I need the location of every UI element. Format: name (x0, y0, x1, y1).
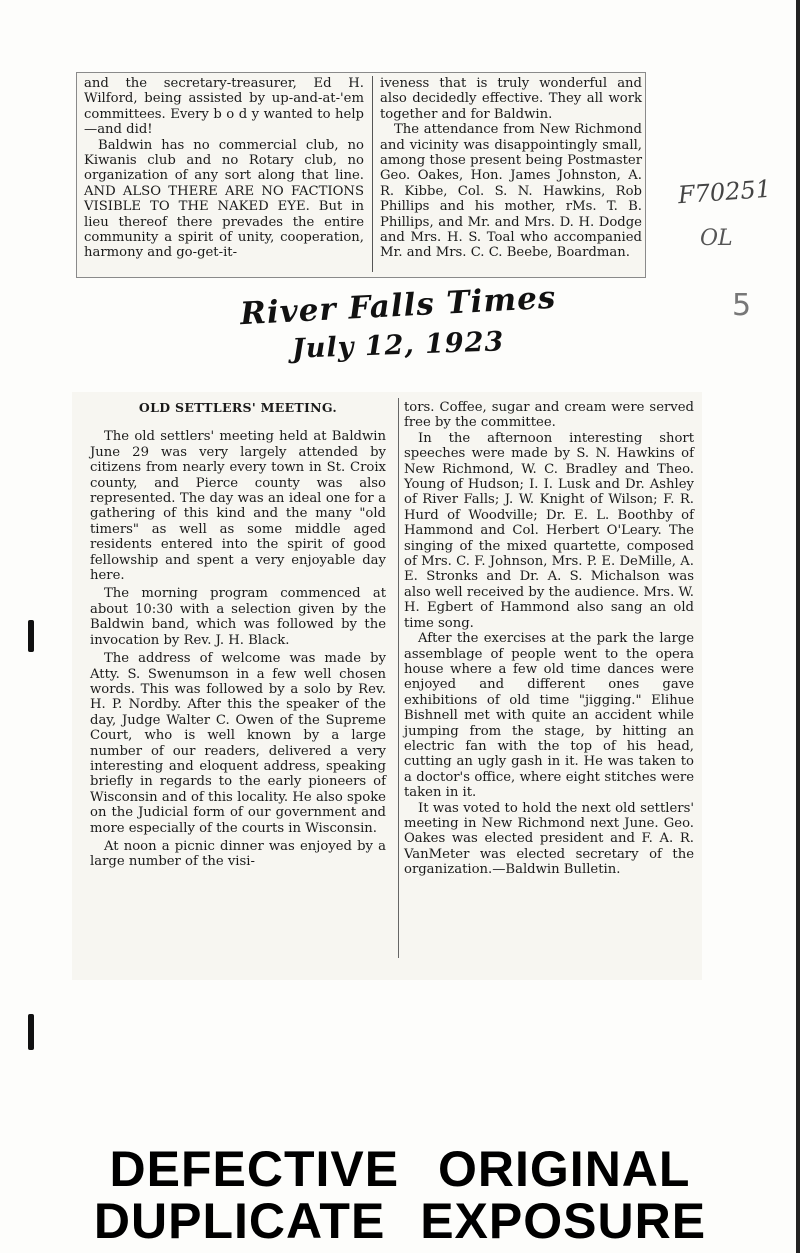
handwritten-source: River Falls Times (239, 279, 558, 333)
paragraph: tors. Coffee, sugar and cream were served free by the committee. (404, 400, 694, 431)
article-right-column (404, 400, 694, 878)
article-headline: OLD SETTLERS' MEETING. (138, 400, 338, 415)
defective-original-notice: DEFECTIVE ORIGINAL (109, 1141, 691, 1197)
paragraph: The morning program commenced at about 10:30 with a selection given by the Baldwin band, which was followed by the invocation by Rev. J. H. Black. (90, 586, 386, 648)
paragraph: The address of welcome was made by Atty. S. Swenumson in a few well chosen words. This was followed by a solo by Rev. H. P. Nordby. After this the speaker of the day, Judge Walter C. Owen of the Supreme Court, who is well known by a large number of our readers, delivered a very interesting and eloquent address, speaking briefly in regards to the early pioneers of Wisconsin and of this locality. He also spoke on the Judicial form of our government and more especially of the courts in Wisconsin. (90, 651, 386, 836)
paragraph: At noon a picnic dinner was enjoyed by a large number of the visi- (90, 838, 386, 870)
paragraph: In the afternoon interesting short speeches were made by S. N. Hawkins of New Richmond, W. C. Bradley and Theo. Young of Hudson; I. I. Lusk and Dr. Ashley of River Falls; J. W. Knight of Wilson; F. R. Hurd of Woodville; Dr. E. L. Boothby of Hammond and Col. Herbert O'Leary. The singing of the mixed quartette, composed of Mrs. C. F. Johnson, Mrs. P. E. DeMille, A. E. Stronks and Dr. A. S. Michalson was also well received by the audience. Mrs. W. H. Egbert of Hammond also sang an old time song. (404, 430, 694, 631)
film-edge-mark (28, 620, 34, 652)
page-number: 5 (732, 288, 752, 323)
top-clipping-right-column (380, 76, 642, 261)
column-divider (398, 398, 399, 958)
duplicate-exposure-notice: DUPLICATE EXPOSURE (93, 1193, 707, 1249)
catalog-code: F70251 (677, 174, 772, 210)
paragraph: It was voted to hold the next old settlers' meeting in New Richmond next June. Geo. Oakes was elected president and F. A. R. VanMeter was elected secretary of the organization.—Baldwin Bulletin. (404, 800, 694, 878)
paragraph: The attendance from New Richmond and vicinity was disappointingly small, among those present being Postmaster Geo. Oakes, Hon. James Johnston, A. R. Kibbe, Col. S. N. Hawkins, Rob Phillips and his mother, rMs. T. B. Phillips, and Mr. and Mrs. D. H. Dodge and Mrs. H. S. Toal who accompanied Mr. and Mrs. C. C. Beebe, Boardman. (380, 122, 642, 261)
ol-mark: OL (700, 226, 733, 251)
top-clipping-left-column (84, 76, 364, 261)
paragraph: After the exercises at the park the large assemblage of people went to the opera house where a few old time dances were enjoyed and different ones gave exhibitions of old time "jigging." Elihue Bishnell met with quite an accident while jumping from the stage, by hitting an electric fan with the top of his head, cutting an ugly gash in it. He was taken to a doctor's office, where eight stitches were taken in it. (404, 631, 694, 801)
column-divider (372, 76, 373, 272)
film-edge-right (796, 0, 800, 1253)
paragraph: Baldwin has no commercial club, no Kiwanis club and no Rotary club, no organization of any sort along that line. AND ALSO THERE ARE NO FACTIONS VISIBLE TO THE NAKED EYE. But in lieu thereof there prevades the entire community a spirit of unity, cooperation, harmony and go-get-it- (84, 137, 364, 261)
handwritten-date: July 12, 1923 (291, 326, 505, 365)
film-edge-mark (28, 1014, 34, 1050)
paragraph: iveness that is truly wonderful and also decidedly effective. They all work together and for Baldwin. (380, 76, 642, 122)
article-left-column (90, 400, 386, 870)
paragraph: and the secretary-treasurer, Ed H. Wilford, being assisted by up-and-at-'em committees. Every b o d y wanted to help—and did! (84, 76, 364, 138)
paragraph: The old settlers' meeting held at Baldwin June 29 was very largely attended by citizens from nearly every town in St. Croix county, and Pierce county was also represented. The day was an ideal one for a gathering of this kind and the many "old timers" as well as some middle aged residents entered into the spirit of good fellowship and spent a very enjoyable day here. (90, 429, 386, 584)
